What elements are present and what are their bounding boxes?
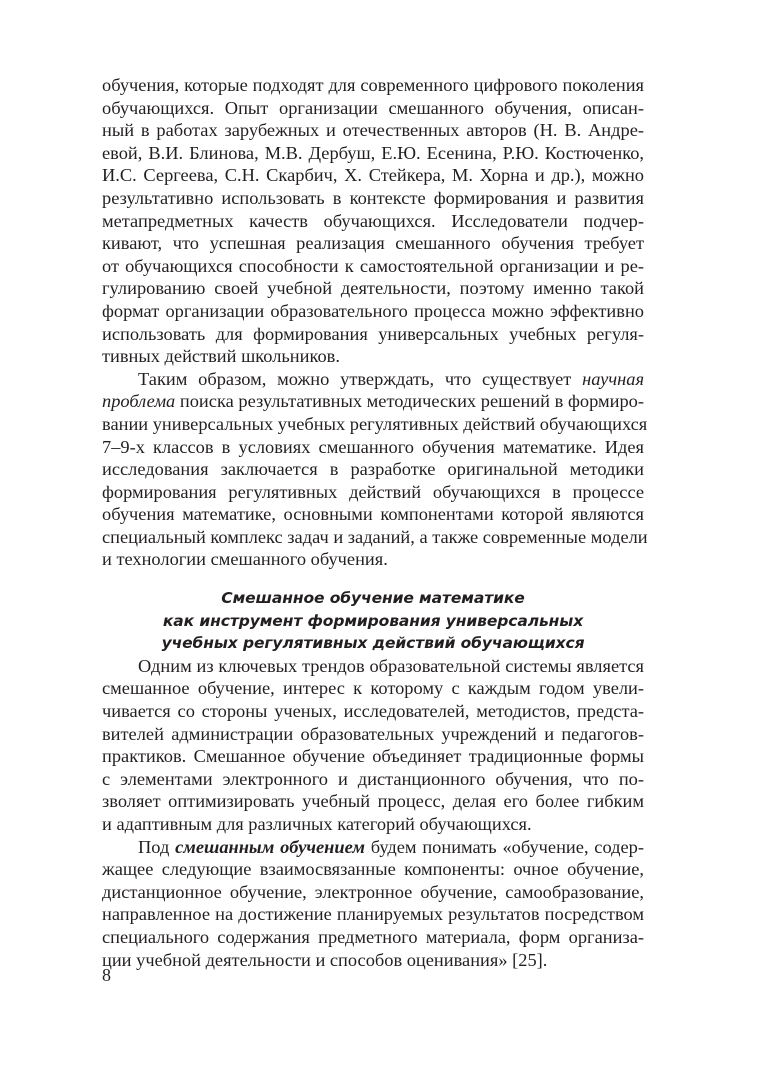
paragraph-2-line: специальный комплекс задач и заданий, а также современные модели — [102, 526, 648, 547]
paragraph-3-line: вителей администрации образовательных учреждений и педагогов- — [102, 723, 644, 744]
paragraph-4-line: дистанционное обучение, электронное обучение, самообразование, — [102, 881, 644, 902]
scientific-term: проблема — [102, 391, 176, 412]
paragraph-2-line: формирования регулятивных действий обучающихся в процессе — [102, 481, 644, 502]
paragraph-4-line: жащее следующие взаимосвязанные компоненты: очное обучение, — [102, 859, 644, 880]
paragraph-2-text: поиска результативных методических решений в формиро- — [175, 391, 644, 412]
paragraph-3-line: смешанное обучение, интерес к которому с каждым годом увели- — [102, 678, 644, 699]
paragraph-1-line: результативно использовать в контексте формирования и развития — [102, 187, 644, 208]
paragraph-2-line — [102, 390, 644, 413]
paragraph-2-line: исследования заключается в разработке оригинальной методики — [102, 459, 644, 480]
section-heading — [102, 587, 644, 655]
paragraph-3 — [102, 655, 644, 836]
paragraph-2-text: Таким образом, можно утверждать, что существует — [138, 368, 583, 389]
paragraph-3-line: Одним из ключевых трендов образовательной системы является — [138, 655, 644, 676]
paragraph-1-line: обучения, которые подходят для современного цифрового поколения — [102, 75, 644, 95]
paragraph-1-line: метапредметных качеств обучающихся. Исследователи подчер- — [102, 210, 644, 231]
paragraph-1 — [102, 74, 644, 368]
paragraph-1-line: кивают, что успешная реализация смешанного обучения требует — [102, 233, 644, 254]
paragraph-2 — [102, 368, 648, 571]
paragraph-2-line: 7–9-х классов в условиях смешанного обучения математике. Идея — [102, 436, 644, 457]
paragraph-1-line: евой, В.И. Блинова, М.В. Дербуш, Е.Ю. Есенина, Р.Ю. Костюченко, — [102, 142, 644, 163]
page-number: 8 — [102, 965, 111, 985]
paragraph-4-text: Под — [138, 836, 176, 857]
paragraph-1-line: использовать для формирования универсальных учебных регуля- — [102, 323, 644, 344]
paragraph-2-line: и технологии смешанного обучения. — [102, 549, 388, 570]
paragraph-3-line: практиков. Смешанное обучение объединяет традиционные формы — [102, 746, 644, 767]
paragraph-3-line: и адаптивным для различных категорий обучающихся. — [102, 814, 532, 834]
paragraph-1-line: обучающихся. Опыт организации смешанного обучения, описан- — [102, 97, 644, 118]
paragraph-1-line: гулированию своей учебной деятельности, поэтому именно такой — [102, 278, 644, 299]
paragraph-3-line: с элементами электронного и дистанционного обучения, что по- — [102, 768, 644, 789]
paragraph-1-line: ный в работах зарубежных и отечественных авторов (Н. В. Андре- — [102, 120, 644, 141]
paragraph-2-line: вании универсальных учебных регулятивных действий обучающихся — [102, 413, 648, 434]
paragraph-3-line: чивается со стороны ученых, исследователей, методистов, предста- — [102, 701, 644, 722]
paragraph-4-text: будем понимать «обучение, содер- — [364, 836, 644, 857]
section-heading-line: как инструмент формирования универсальных — [162, 611, 584, 630]
paragraph-1-line: И.С. Сергеева, С.Н. Скарбич, Х. Стейкера, М. Хорна и др.), можно — [102, 165, 644, 186]
section-heading-line: Смешанное обучение математике — [221, 589, 525, 608]
paragraph-3-line: зволяет оптимизировать учебный процесс, делая его более гибким — [102, 791, 644, 812]
paragraph-1-line: формат организации образовательного процесса можно эффективно — [102, 300, 644, 321]
paragraph-4-line — [102, 836, 644, 859]
paragraph-1-line: от обучающихся способности к самостоятельной организации и ре- — [102, 255, 644, 276]
paragraph-1-line: тивных действий школьников. — [102, 346, 340, 367]
defined-term: смешанным обучением — [175, 836, 365, 857]
paragraph-4-line: ции учебной деятельности и способов оценивания» [25]. — [102, 949, 548, 970]
paragraph-4-line: направленное на достижение планируемых результатов посредством — [102, 904, 644, 925]
page-body — [102, 74, 648, 971]
scientific-term: научная — [582, 368, 644, 389]
paragraph-2-line — [102, 368, 644, 391]
paragraph-4 — [102, 836, 644, 972]
paragraph-2-line: обучения математике, основными компонентами которой являются — [102, 504, 644, 525]
paragraph-4-line: специального содержания предметного материала, форм организа- — [102, 926, 644, 947]
section-heading-line: учебных регулятивных действий обучающихся — [161, 634, 585, 653]
